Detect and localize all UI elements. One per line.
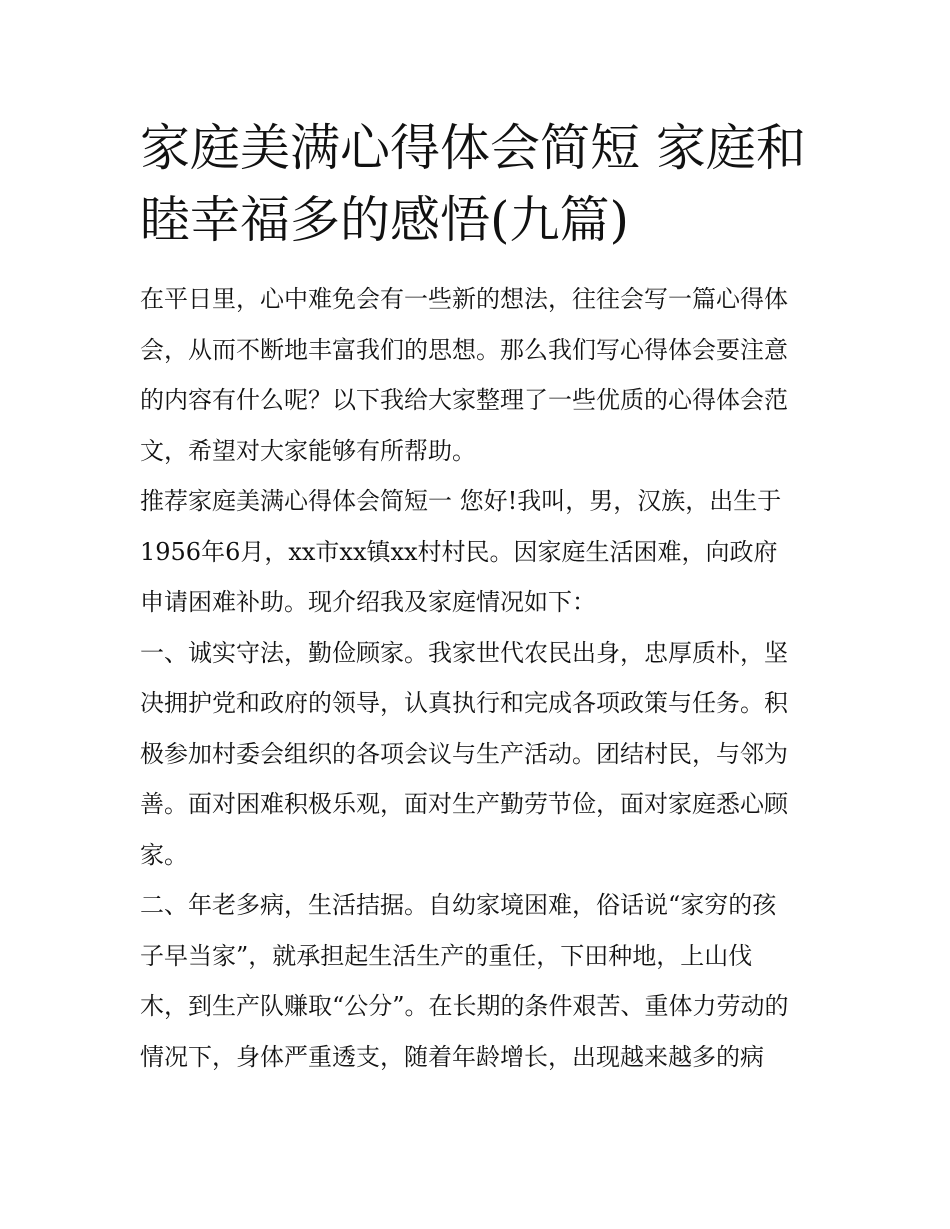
body-line: 申请困难补助。现介绍我及家庭情况如下： [140,588,596,616]
body-line: 文，希望对大家能够有所帮助。 [140,436,476,465]
body-line: 极参加村委会组织的各项会议与生产活动。团结村民，与邻为 [140,739,788,768]
body-line: 善。面对困难积极乐观，面对生产勤劳节俭，面对家庭悉心顾 [140,790,788,818]
document-title [140,112,820,256]
body-line: 在平日里，心中难免会有一些新的想法，往往会写一篇心得体 [140,285,788,313]
title-line-2: 睦幸福多的感悟(九篇) [140,191,630,249]
body-line: 决拥护党和政府的领导，认真执行和完成各项政策与任务。积 [140,689,788,717]
title-line-1: 家庭美满心得体会简短 家庭和 [140,119,806,177]
body-line: 情况下，身体严重透支，随着年龄增长，出现越来越多的病 [140,1042,764,1071]
body-line: 二、年老多病，生活拮据。自幼家境困难，俗话说“家穷的孩 [140,891,777,919]
body-line: 会，从而不断地丰富我们的思想。那么我们写心得体会要注意 [140,335,788,364]
body-line: 推荐家庭美满心得体会简短一 您好!我叫，男，汉族，出生于 [140,487,782,515]
body-line: 1956年6月，xx市xx镇xx村村民。因家庭生活困难，向政府 [140,537,778,566]
body-line: 的内容有什么呢？以下我给大家整理了一些优质的心得体会范 [140,386,788,414]
body-line: 木，到生产队赚取“公分”。在长期的条件艰苦、重体力劳动的 [140,992,789,1020]
body-line: 一、诚实守法，勤俭顾家。我家世代农民出身，忠厚质朴，坚 [140,638,788,667]
body-line: 家。 [140,840,188,869]
document-body [140,274,830,1082]
body-line: 子早当家”，就承担起生活生产的重任，下田种地，上山伐 [140,941,753,970]
